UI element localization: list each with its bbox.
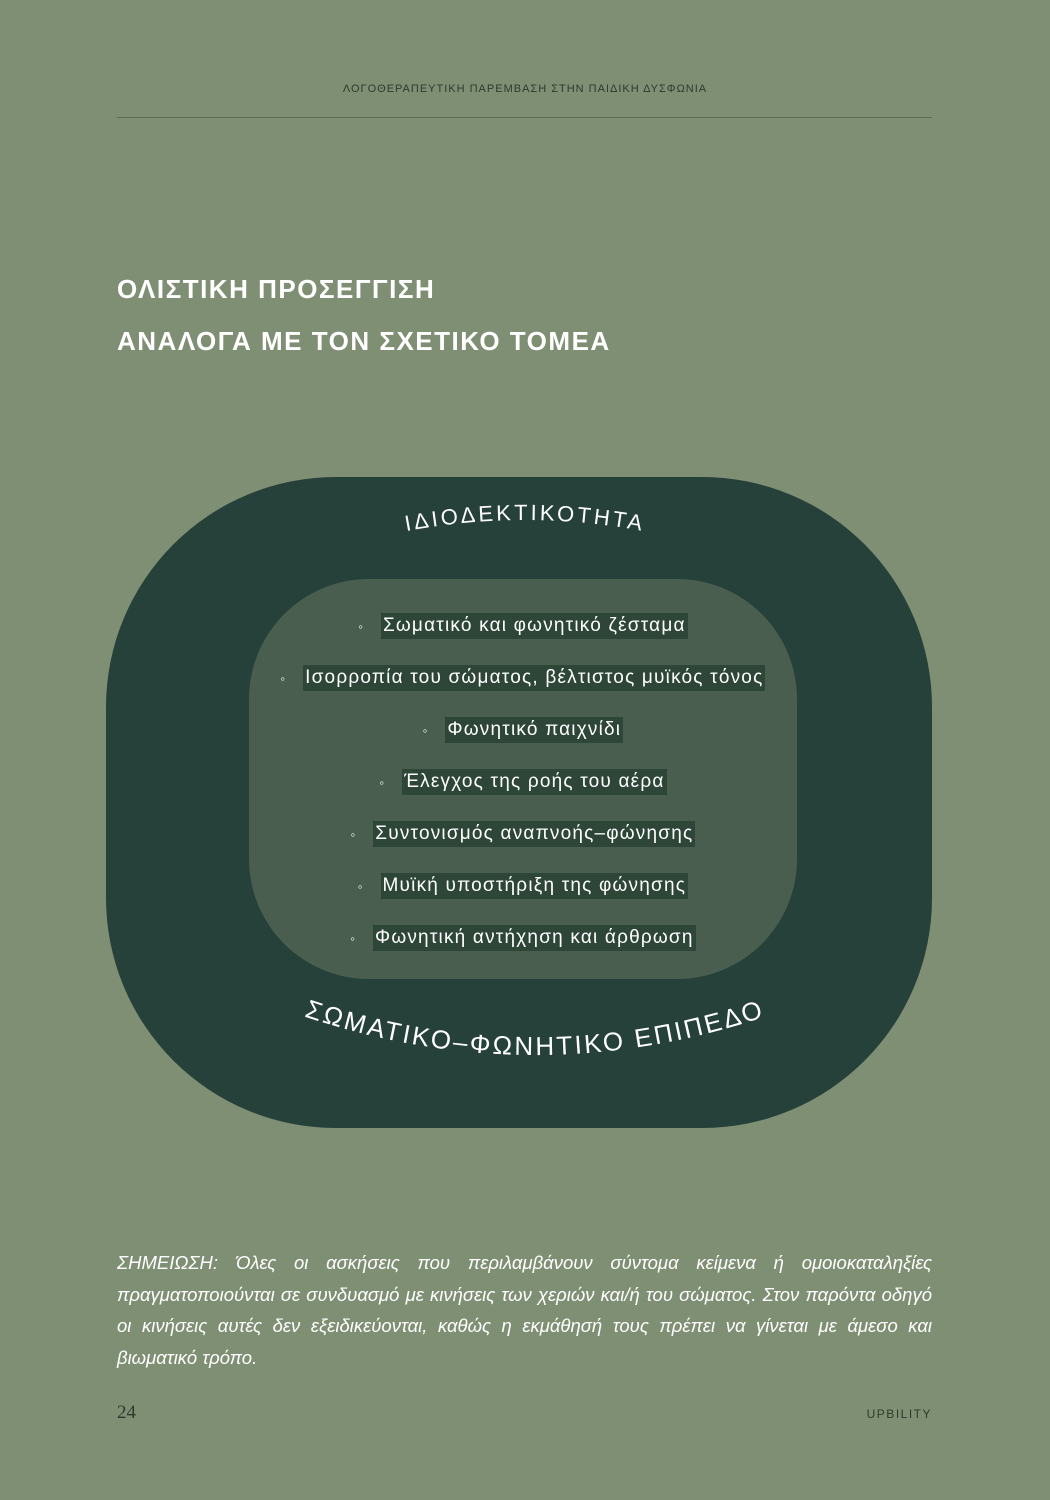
page-title-line-2: ΑΝΑΛΟΓΑ ΜΕ ΤΟΝ ΣΧΕΤΙΚΟ ΤΟΜΕΑ xyxy=(117,326,611,356)
list-item-text: Φωνητικό παιχνίδι xyxy=(445,717,623,743)
bullet-icon: ◦ xyxy=(280,670,286,686)
page-number: 24 xyxy=(117,1402,136,1423)
list-item-text: Συντονισμός αναπνοής–φώνησης xyxy=(373,821,695,847)
list-item-text: Σωματικό και φωνητικό ζέσταμα xyxy=(381,613,688,639)
bullet-icon: ◦ xyxy=(379,774,385,790)
list-item xyxy=(249,860,797,912)
page-title-line-1: ΟΛΙΣΤΙΚΗ ΠΡΟΣΕΓΓΙΣΗ xyxy=(117,274,436,304)
bullet-icon: ◦ xyxy=(350,826,356,842)
list-item-text: Φωνητική αντήχηση και άρθρωση xyxy=(373,925,696,951)
list-item xyxy=(249,652,797,704)
list-item xyxy=(249,808,797,860)
brand-footer: UPBILITY xyxy=(866,1407,932,1421)
bottom-label: ΣΩΜΑΤΙΚΟ–ΦΩΝΗΤΙΚΟ ΕΠΙΠΕΔΟ xyxy=(301,993,769,1062)
note-paragraph: ΣΗΜΕΙΩΣΗ: Όλες οι ασκήσεις που περιλαμβάνουν σύντομα κείμενα ή ομοιοκαταληξίες πραγματοποιούνται σε συνδυασμό με κινήσεις των χεριών και/ή του σώματος. Στον παρόντα οδηγό οι κινήσεις αυτές δεν εξειδικεύονται, καθώς η εκμάθησή τους πρέπει να γίνεται με άμεσο και βιωματικό τρόπο. xyxy=(117,1252,932,1368)
exercise-list xyxy=(249,600,797,964)
bullet-icon: ◦ xyxy=(422,722,428,738)
list-item-text: Έλεγχος της ροής του αέρα xyxy=(402,769,666,795)
list-item xyxy=(249,600,797,652)
list-item-text: Μυϊκή υποστήριξη της φώνησης xyxy=(381,873,689,899)
list-item xyxy=(249,704,797,756)
list-item xyxy=(249,912,797,964)
bullet-icon: ◦ xyxy=(358,618,363,634)
list-item-text: Ισορροπία του σώματος, βέλτιστος μυϊκός τόνος xyxy=(303,665,765,691)
bullet-icon: ◦ xyxy=(357,878,363,894)
list-item xyxy=(249,756,797,808)
running-header: ΛΟΓΟΘΕΡΑΠΕΥΤΙΚΗ ΠΑΡΕΜΒΑΣΗ ΣΤΗΝ ΠΑΙΔΙΚΗ ΔΥΣΦΩΝΙΑ xyxy=(342,83,708,95)
top-label: ΙΔΙΟΔΕΚΤΙΚΟΤΗΤΑ xyxy=(402,499,648,537)
bullet-icon: ◦ xyxy=(350,930,355,946)
